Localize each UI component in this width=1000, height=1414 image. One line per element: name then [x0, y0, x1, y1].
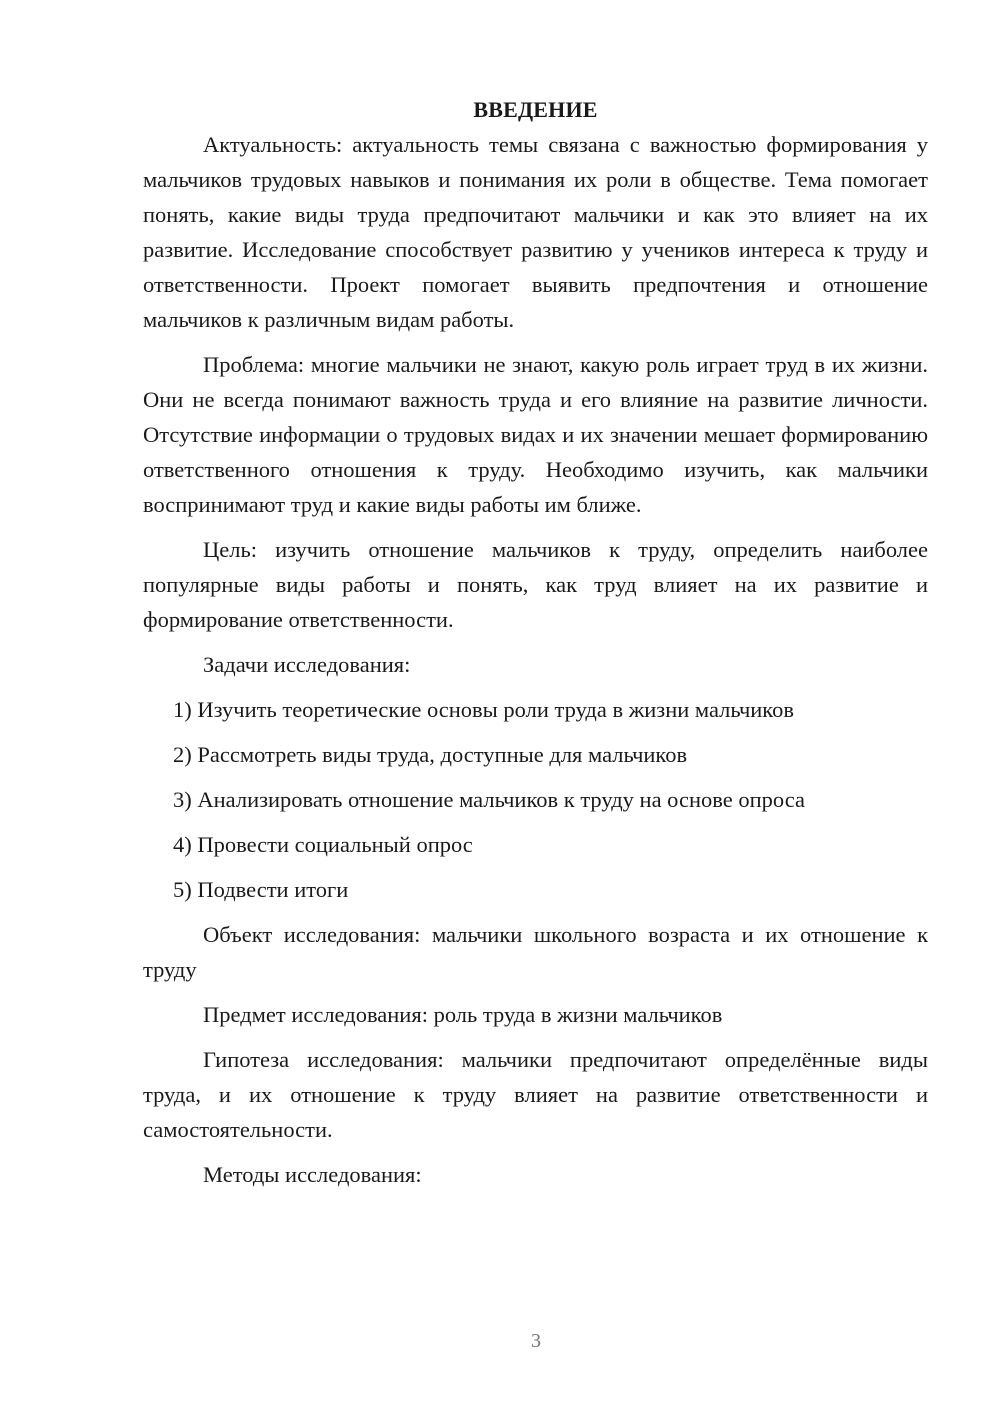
- list-item: 1) Изучить теоретические основы роли труда в жизни мальчиков: [173, 697, 794, 722]
- goal-paragraph: Цель: изучить отношение мальчиков к труду, определить наиболее популярные виды работы и понять, как труд влияет на их развитие и формирование ответственности.: [143, 537, 928, 632]
- list-item: 3) Анализировать отношение мальчиков к труду на основе опроса: [173, 787, 805, 812]
- list-item: 5) Подвести итоги: [173, 877, 349, 902]
- problem-paragraph: Проблема: многие мальчики не знают, какую роль играет труд в их жизни. Они не всегда понимают важность труда и его влияние на развитие личности. Отсутствие информации о трудовых видах и их значении мешает формированию ответственного отношения к труду. Необходимо изучить, как мальчики воспринимают труд и какие виды работы им ближе.: [143, 352, 928, 517]
- methods-heading: Методы исследования:: [203, 1162, 422, 1187]
- tasks-list: [143, 692, 928, 907]
- subject-paragraph: Предмет исследования: роль труда в жизни мальчиков: [203, 1002, 723, 1027]
- hypothesis-paragraph: Гипотеза исследования: мальчики предпочитают определённые виды труда, и их отношение к труду влияет на развитие ответственности и самостоятельности.: [143, 1047, 928, 1142]
- page-title: ВВЕДЕНИЕ: [473, 97, 598, 122]
- page-number: 3: [531, 1330, 541, 1352]
- tasks-heading: Задачи исследования:: [203, 652, 411, 677]
- document-page: [143, 92, 928, 1202]
- list-item: 2) Рассмотреть виды труда, доступные для мальчиков: [173, 742, 688, 767]
- list-item: 4) Провести социальный опрос: [173, 832, 473, 857]
- relevance-paragraph: Актуальность: актуальность темы связана с важностью формирования у мальчиков трудовых навыков и понимания их роли в обществе. Тема помогает понять, какие виды труда предпочитают мальчики и как это влияет на их развитие. Исследование способствует развитию у учеников интереса к труду и ответственности. Проект помогает выявить предпочтения и отношение мальчиков к различным видам работы.: [143, 132, 928, 332]
- object-paragraph: Объект исследования: мальчики школьного возраста и их отношение к труду: [143, 922, 928, 982]
